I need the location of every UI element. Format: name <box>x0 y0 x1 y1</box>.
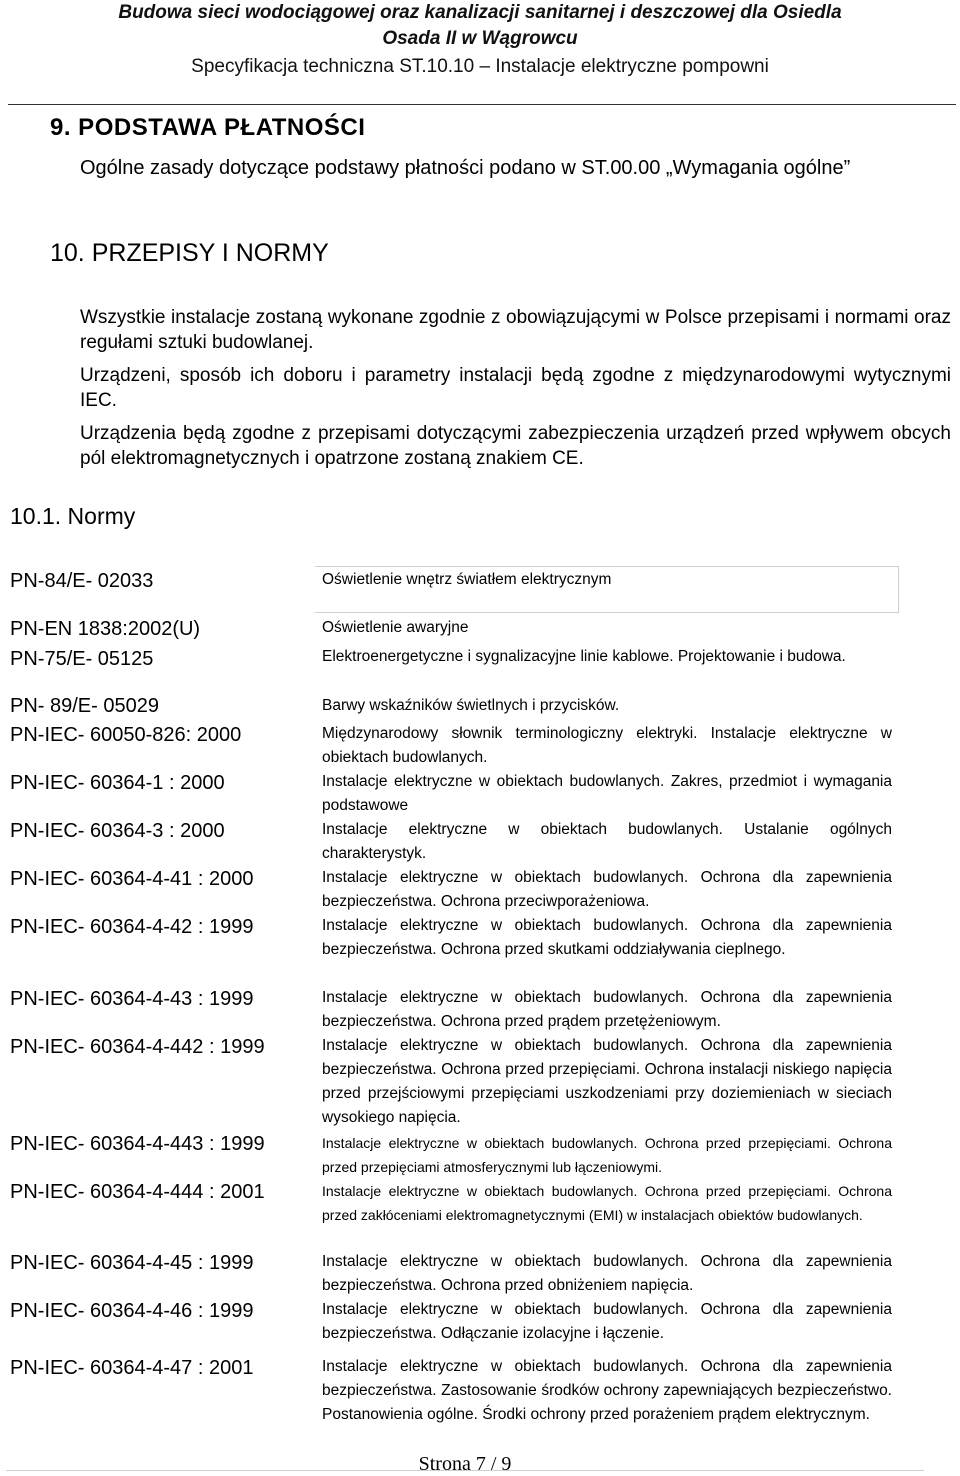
section-10-paragraph-3: Urządzenia będą zgodne z przepisami dotyczącymi zabezpieczenia urządzeń przed wpływem obcych pól elektromagnetycznych i opatrzone zostaną znakiem CE. <box>80 423 951 469</box>
norm-code: PN-IEC- 60364-1 : 2000 <box>10 772 225 794</box>
table-row-divider <box>315 612 899 613</box>
header-title-line1: Budowa sieci wodociągowej oraz kanalizacji sanitarnej i deszczowej dla Osiedla <box>118 2 842 23</box>
norm-description: Barwy wskaźników świetlnych i przycisków. <box>322 697 620 714</box>
section-10-1-heading: 10.1. Normy <box>10 503 136 529</box>
norm-description: Instalacje elektryczne w obiektach budowlanych. Ochrona dla zapewnienia bezpieczeństwa. Ochrona przed przepięciami. Ochrona instalacji niskiego napięcia przed przejściowymi przepięciami uszkodzeniami przy doziemieniach w sieciach wysokiego napięcia. <box>322 1037 892 1126</box>
norm-code: PN-75/E- 05125 <box>10 648 154 670</box>
norm-description: Oświetlenie wnętrz światłem elektrycznym <box>322 571 612 588</box>
norm-description: Międzynarodowy słownik terminologiczny elektryki. Instalacje elektryczne w obiektach budowlanych. <box>322 725 892 766</box>
table-top-border <box>315 566 899 567</box>
section-9-text: Ogólne zasady dotyczące podstawy płatności podano w ST.00.00 „Wymagania ogólne” <box>80 157 851 179</box>
norm-description: Instalacje elektryczne w obiektach budowlanych. Ochrona przed przepięciami. Ochrona przed zakłóceniami elektromagnetycznymi (EMI) w instalacjach obiektów budowlanych. <box>322 1183 892 1223</box>
norm-description: Oświetlenie awaryjne <box>322 619 469 636</box>
norm-description: Instalacje elektryczne w obiektach budowlanych. Ochrona dla zapewnienia bezpieczeństwa. Zastosowanie środków ochrony zapewniających bezpieczeństwo. Postanowienia ogólne. Środki ochrony przed porażeniem prądem elektrycznym. <box>322 1358 892 1423</box>
norm-description: Instalacje elektryczne w obiektach budowlanych. Ustalanie ogólnych charakterystyk. <box>322 821 892 862</box>
norm-description: Instalacje elektryczne w obiektach budowlanych. Ochrona dla zapewnienia bezpieczeństwa. Ochrona przed prądem przetężeniowym. <box>322 989 892 1030</box>
norm-description: Instalacje elektryczne w obiektach budowlanych. Ochrona dla zapewnienia bezpieczeństwa. Ochrona przeciwporażeniowa. <box>322 869 892 910</box>
norm-description: Instalacje elektryczne w obiektach budowlanych. Ochrona dla zapewnienia bezpieczeństwa. Ochrona przed skutkami oddziaływania cieplnego. <box>322 917 892 958</box>
norm-description: Instalacje elektryczne w obiektach budowlanych. Ochrona dla zapewnienia bezpieczeństwa. Odłączanie izolacyjne i łączenie. <box>322 1301 892 1342</box>
norm-code: PN-IEC- 60364-4-443 : 1999 <box>10 1133 265 1155</box>
page-number: Strona 7 / 9 <box>418 1453 512 1475</box>
section-10-paragraph-2: Urządzeni, sposób ich doboru i parametry instalacji będą zgodne z międzynarodowymi wytycznymi IEC. <box>80 365 951 411</box>
norm-description: Elektroenergetyczne i sygnalizacyjne linie kablowe. Projektowanie i budowa. <box>322 648 846 665</box>
norm-code: PN-IEC- 60364-4-442 : 1999 <box>10 1036 265 1058</box>
section-10-paragraph-1: Wszystkie instalacje zostaną wykonane zgodnie z obowiązującymi w Polsce przepisami i normami oraz regułami sztuki budowlanej. <box>80 307 951 353</box>
section-9-heading: 9. PODSTAWA PŁATNOŚCI <box>50 114 366 141</box>
norm-description: Instalacje elektryczne w obiektach budowlanych. Zakres, przedmiot i wymagania podstawowe <box>322 773 892 814</box>
norm-code: PN-IEC- 60364-4-47 : 2001 <box>10 1357 254 1379</box>
norm-code: PN-EN 1838:2002(U) <box>10 618 201 640</box>
norm-code: PN-IEC- 60364-4-41 : 2000 <box>10 868 254 890</box>
table-right-border <box>898 566 899 612</box>
section-10-heading: 10. PRZEPISY I NORMY <box>50 239 329 267</box>
norm-code: PN-IEC- 60364-4-42 : 1999 <box>10 916 254 938</box>
norm-code: PN-IEC- 60364-4-43 : 1999 <box>10 988 254 1010</box>
header-divider <box>8 104 956 105</box>
norm-code: PN-IEC- 60364-4-444 : 2001 <box>10 1181 265 1203</box>
header-title-line2: Osada II w Wągrowcu <box>382 28 578 49</box>
norm-code: PN-IEC- 60364-4-46 : 1999 <box>10 1300 254 1322</box>
norm-code: PN-IEC- 60050-826: 2000 <box>10 724 242 746</box>
header-spec-line: Specyfikacja techniczna ST.10.10 – Instalacje elektryczne pompowni <box>191 56 769 77</box>
norm-description: Instalacje elektryczne w obiektach budowlanych. Ochrona dla zapewnienia bezpieczeństwa. Ochrona przed obniżeniem napięcia. <box>322 1253 892 1294</box>
norm-code: PN-84/E- 02033 <box>10 570 154 592</box>
norm-code: PN- 89/E- 05029 <box>10 695 159 717</box>
norm-code: PN-IEC- 60364-3 : 2000 <box>10 820 225 842</box>
norm-code: PN-IEC- 60364-4-45 : 1999 <box>10 1252 254 1274</box>
norm-description: Instalacje elektryczne w obiektach budowlanych. Ochrona przed przepięciami. Ochrona przed przepięciami atmosferycznymi lub łączeniowymi. <box>322 1135 892 1175</box>
